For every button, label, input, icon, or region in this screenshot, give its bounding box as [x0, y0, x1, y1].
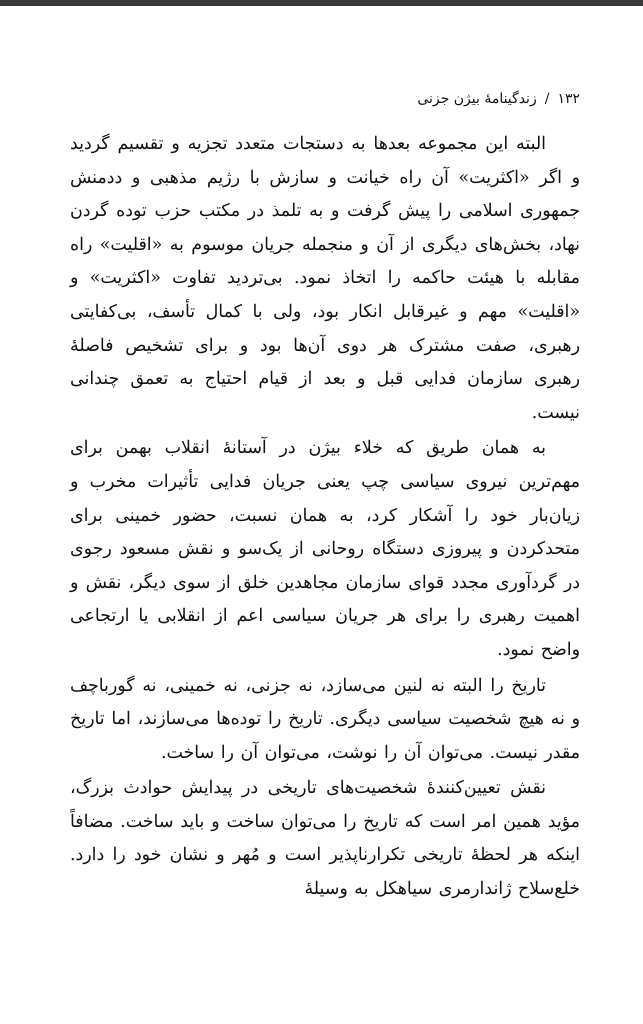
running-header: [70, 88, 580, 118]
page-number: ۱۳۲: [557, 91, 580, 107]
paragraph-2: به همان طریق که خلاء بیژن در آستانهٔ انقلاب بهمن برای مهم‌ترین نیروی سیاسی چپ یعنی جریان فدایی تأثیرات مخرب و زیان‌بار خود را آشکار کرد، به همان نسبت، حضور خمینی برای متحدکردن و پیروزی دستگاه روحانی از یک‌سو و نقش مسعود رجوی در گردآوری مجدد قوای سازمان مجاهدین خلق از سوی دیگر، نقش و اهمیت رهبری را برای هر جریان سیاسی اعم از انقلابی یا ارتجاعی واضح نمود.: [70, 438, 580, 660]
paragraph-3: تاریخ را البته نه لنین می‌سازد، نه جزنی، نه خمینی، نه گورباچف و نه هیچ شخصیت سیاسی دیگری. تاریخ را توده‌ها می‌سازند، اما تاریخ مقدر نیست. می‌توان آن را نوشت، می‌توان آن را ساخت.: [70, 675, 580, 763]
paragraph-4: نقش تعیین‌کنندهٔ شخصیت‌های تاریخی در پیدایش حوادث بزرگ، مؤید همین امر است که تاریخ را می‌توان ساخت و باید ساخت. مضافاً اینکه هر لحظهٔ تاریخی تکرارناپذیر است و مُهر و نشان خود را دارد. خلع‌سلاح ژاندارمری سیاهکل به وسیلهٔ: [70, 778, 580, 900]
book-page: [70, 88, 580, 909]
top-edge-bar: [0, 0, 643, 6]
header-separator: /: [544, 91, 550, 107]
book-title: زندگینامهٔ بیژن جزنی: [417, 91, 537, 107]
paragraph-1: البته این مجموعه بعدها به دستجات متعدد تجزیه و تقسیم گردید و اگر «اکثریت» آن راه خیانت و سازش با رژیم مذهبی و ددمنش جمهوری اسلامی را پیش گرفت و به تلمذ در مکتب حزب توده گردن نهاد، بخش‌های دیگری از آن و منجمله جریان موسوم به «اقلیت» راه مقابله با هیئت حاکمه را اتخاذ نمود. بی‌تردید تفاوت «اکثریت» و «اقلیت» مهم و غیرقابل انکار بود، ولی با کمال تأسف، بی‌کفایتی رهبری، صفت مشترک هر دوی آن‌ها بود و برای تشخیص فاصلهٔ رهبری سازمان فدایی قبل و بعد از قیام احتیاج به تعمق چندانی نیست.: [70, 134, 580, 423]
